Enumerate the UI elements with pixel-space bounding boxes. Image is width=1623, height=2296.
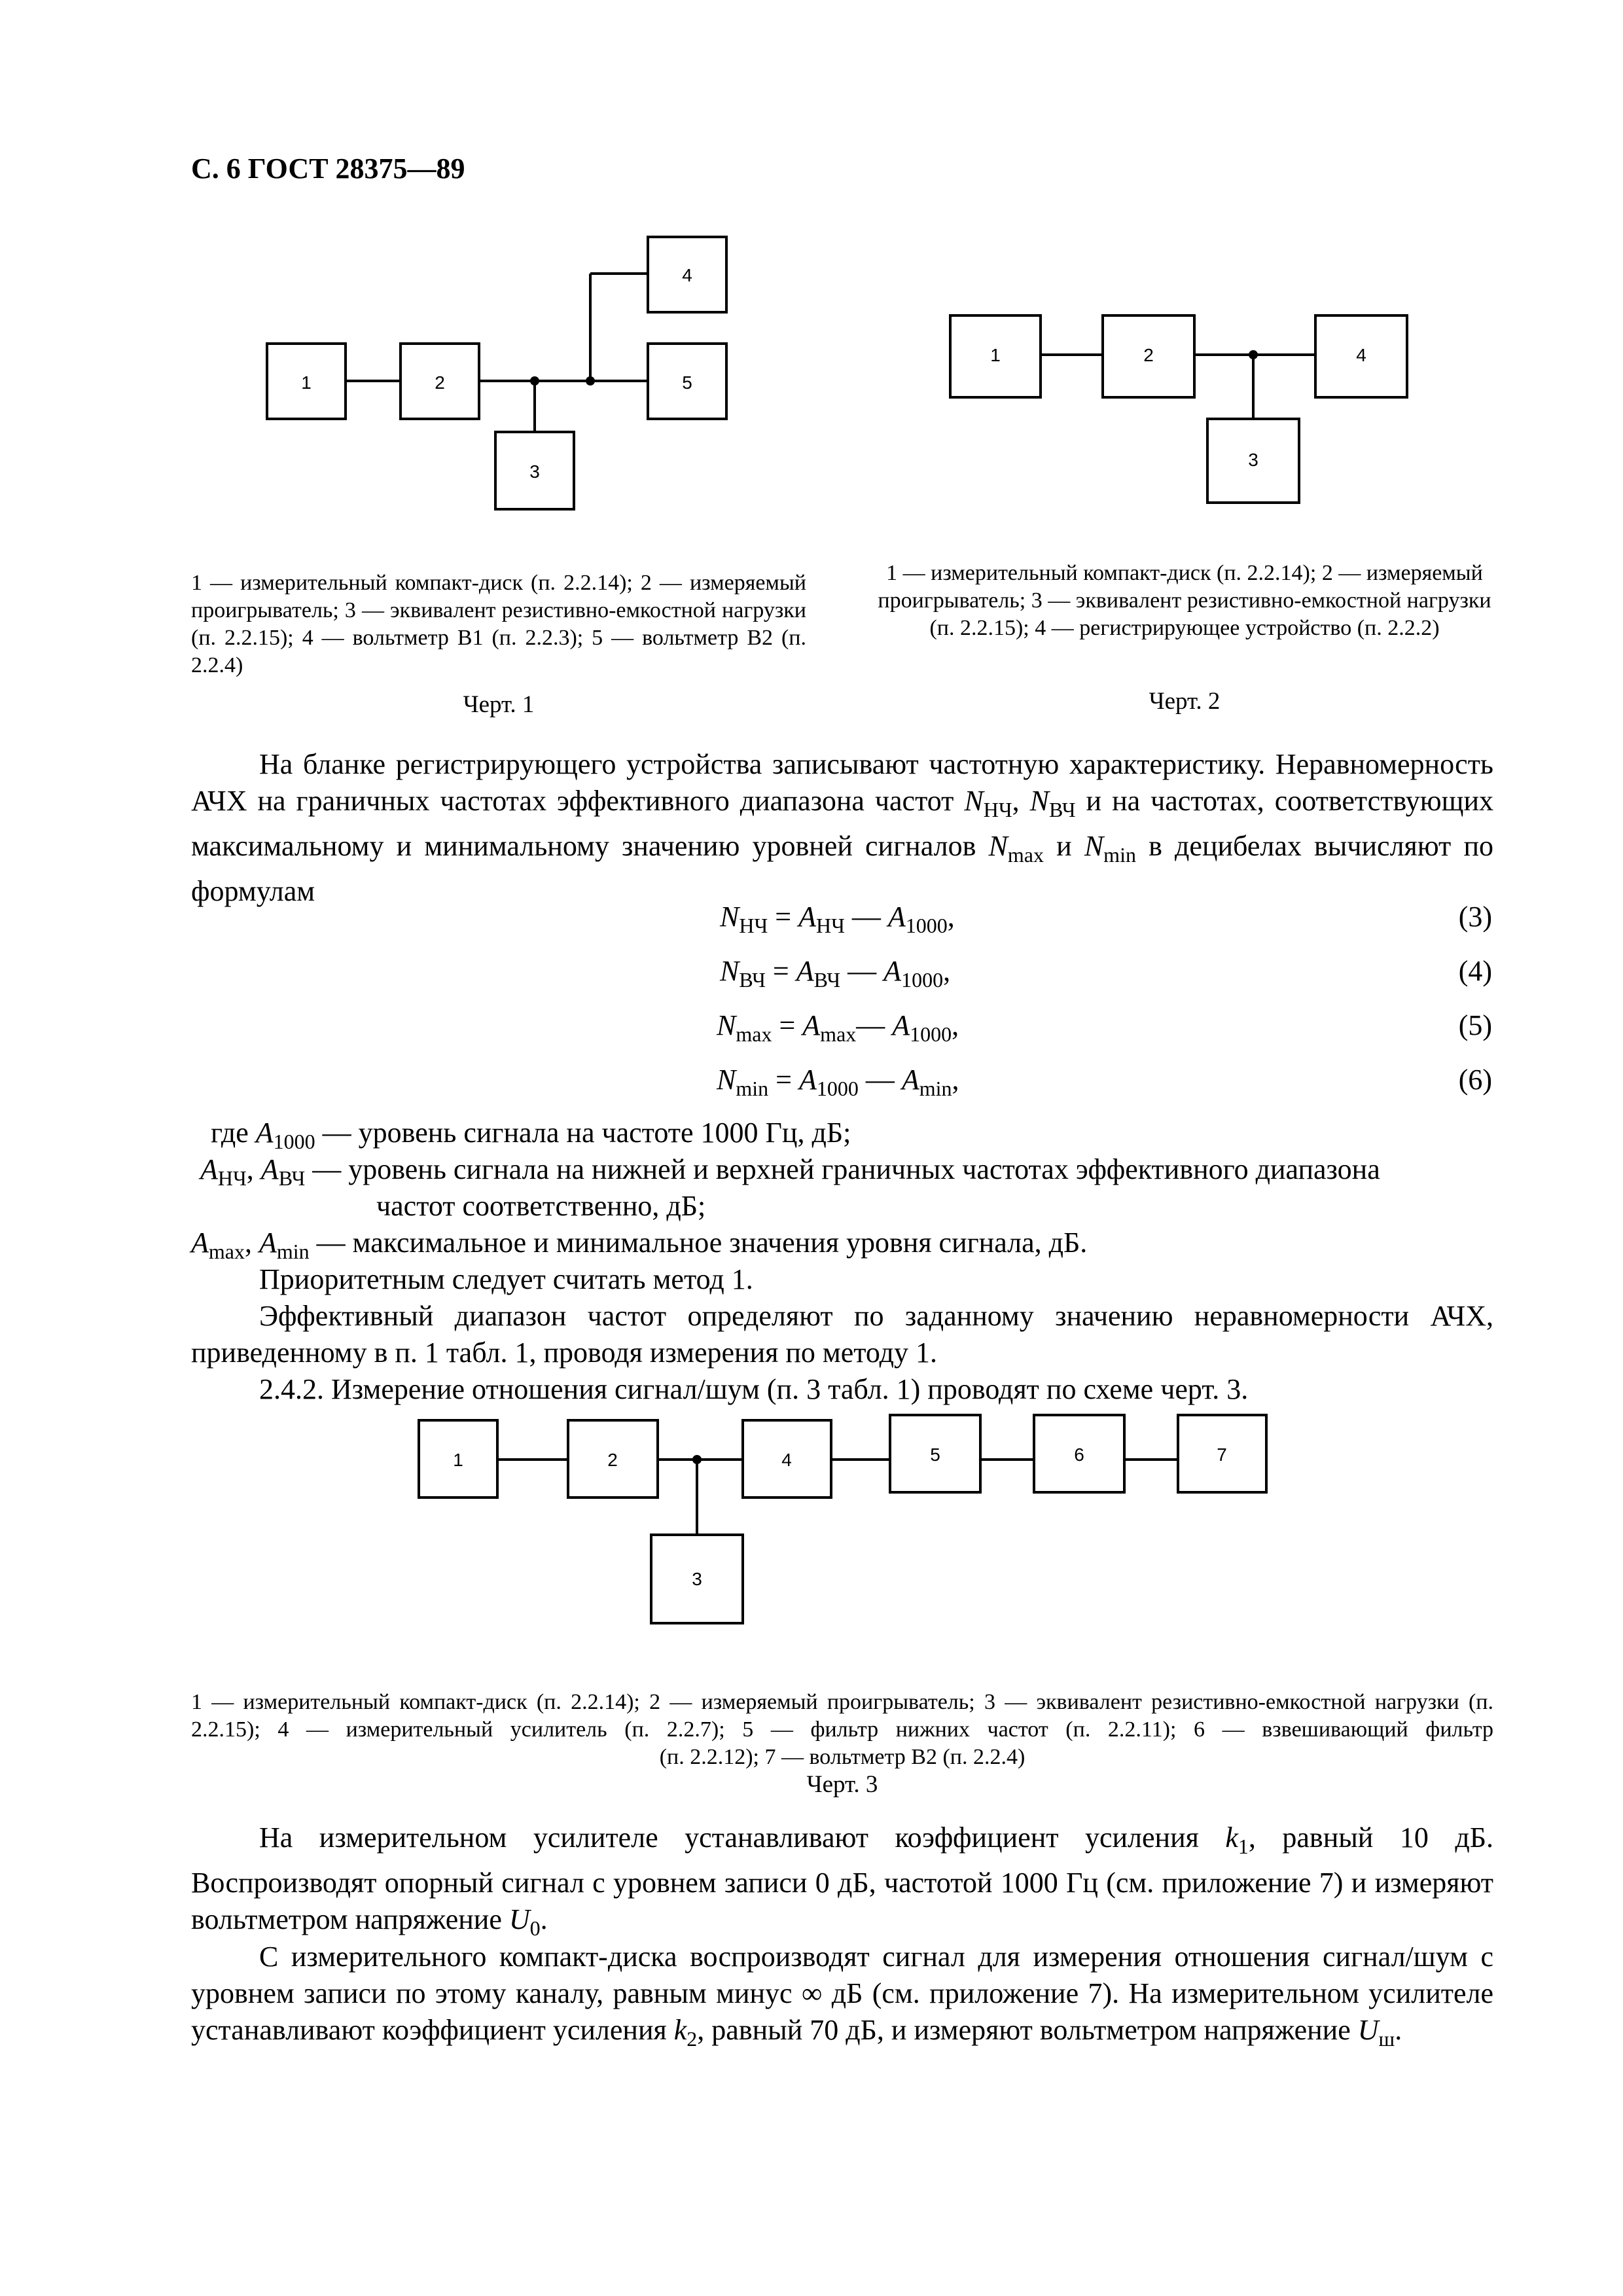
block-box <box>1315 315 1407 397</box>
formula-4: $N_{ВЧ} = A_{ВЧ}$ — $A_{1000}$, <box>720 955 951 992</box>
block-number: 2 <box>1143 345 1154 365</box>
figure-2-caption <box>877 560 1492 642</box>
block-box <box>743 1420 831 1498</box>
block-number: 4 <box>781 1450 792 1470</box>
block-box <box>651 1535 743 1623</box>
block-number: 2 <box>607 1450 618 1470</box>
block-number: 4 <box>682 265 692 285</box>
figure-3-caption-line-1: 1 — измерительный компакт-диск (п. 2.2.14); 2 — измеряемый проигрыватель; 3 — эквивалент резистивно-емкостной нагрузки (п. 2.2.15); 4 — измерительный усилитель (п. 2.2.7); 5 — фильтр нижних частот (п. 2.2.11); 6 — взвешивающий фильтр <box>191 1690 1493 1742</box>
figure-1-label: Черт. 1 <box>463 691 535 718</box>
formula-5: $N_{max}$ = $A_{max}—$ $A_{1000}$, <box>717 1009 959 1046</box>
block-box <box>648 237 726 312</box>
figure-3-caption <box>191 1689 1493 1771</box>
formula-4-number: (4) <box>1458 955 1492 987</box>
figure-1-diagram <box>262 229 759 530</box>
formula-3: $N_{НЧ} = A_{НЧ}$ — $A_{1000}$, <box>720 901 955 937</box>
block-number: 4 <box>1356 345 1366 365</box>
junction-dot <box>530 376 539 386</box>
paragraph-signal-noise: С измерительного компакт-диска воспроизводят сигнал для измерения отношения сигнал/шум с уровнем записи по этому каналу, равным минус ∞ дБ (см. приложение 7). На измерительном усилителе устанавливают коэффициент усиления $k_2$, равный 70 дБ, и измеряют вольтметром напряжение $U_ш$. <box>191 1941 1493 2051</box>
figure-3-diagram <box>412 1407 1289 1656</box>
block-number: 5 <box>930 1444 940 1465</box>
block-number: 3 <box>692 1569 702 1589</box>
block-box <box>267 344 346 419</box>
block-box <box>568 1420 658 1498</box>
block-number: 3 <box>1248 450 1258 470</box>
block-number: 2 <box>435 372 445 393</box>
block-box <box>648 344 726 419</box>
block-box <box>419 1420 497 1498</box>
where-line-3: $A_{max}$, $A_{min}$ — максимальное и минимальное значения уровня сигнала, дБ. <box>191 1227 1088 1263</box>
block-box <box>401 344 479 419</box>
block-number: 5 <box>682 372 692 393</box>
figure-1-caption <box>191 569 806 679</box>
formula-6-number: (6) <box>1458 1064 1492 1096</box>
formula-5-number: (5) <box>1458 1009 1492 1041</box>
block-number: 1 <box>453 1450 463 1470</box>
block-number: 7 <box>1217 1444 1227 1465</box>
figure-3-caption-line-2: (п. 2.2.12); 7 — вольтметр В2 (п. 2.2.4) <box>659 1745 1026 1769</box>
formula-3-number: (3) <box>1458 901 1492 933</box>
block-number: 6 <box>1074 1444 1084 1465</box>
block-box <box>495 432 574 509</box>
paragraph-frequency-response: На бланке регистрирующего устройства записывают частотную характеристику. Неравномерность АЧХ на граничных частотах эффективного диапазона частот $N_{НЧ}$, $N_{ВЧ}$ и на частотах, соответствующих максимальному и минимальному значению уровней сигналов $N_{max}$ и $N_{min}$ в децибелах вычисляют по формулам <box>191 748 1494 907</box>
where-line-2: $A_{НЧ}$, $A_{ВЧ}$ — уровень сигнала на нижней и верхней граничных частотах эффективного диапазона <box>200 1153 1380 1190</box>
junction-dot <box>692 1455 702 1464</box>
page-header: С. 6 ГОСТ 28375—89 <box>191 152 465 185</box>
figure-2-caption-text: 1 — измерительный компакт-диск (п. 2.2.14); 2 — измеряемый проигрыватель; 3 — эквивалент резистивно-емкостной нагрузки (п. 2.2.15); 4 — регистрирующее устройство (п. 2.2.2) <box>878 561 1491 640</box>
block-box <box>1103 315 1194 397</box>
block-number: 3 <box>529 461 540 482</box>
where-line-2b: частот соответственно, дБ; <box>376 1190 706 1222</box>
block-box <box>1178 1415 1266 1492</box>
where-line-1: где $A_{1000}$ — уровень сигнала на частоте 1000 Гц, дБ; <box>211 1117 851 1153</box>
block-box <box>1034 1415 1124 1492</box>
block-box <box>950 315 1041 397</box>
block-box <box>890 1415 980 1492</box>
formula-6: $N_{min} = A_{1000}$ — $A_{min}$, <box>717 1064 959 1100</box>
paragraph-priority: Приоритетным следует считать метод 1. <box>259 1263 753 1295</box>
figure-3-label: Черт. 3 <box>806 1771 878 1798</box>
figure-2-label: Черт. 2 <box>1149 688 1221 715</box>
junction-dot <box>1249 350 1258 359</box>
block-number: 1 <box>990 345 1001 365</box>
figure-2-diagram <box>949 308 1420 517</box>
figure-1-caption-text: 1 — измерительный компакт-диск (п. 2.2.14); 2 — измеряемый проигрыватель; 3 — эквивалент резистивно-емкостной нагрузки (п. 2.2.15); 4 — вольтметр В1 (п. 2.2.3); 5 — вольтметр В2 (п. 2.2.4) <box>191 571 806 677</box>
paragraph-amplifier-k1: На измерительном усилителе устанавливают коэффициент усиления $k_1$, равный 10 дБ. Воспроизводят опорный сигнал с уровнем записи 0 дБ, частотой 1000 Гц (см. приложение 7) и измеряют вольтметром напряжение $U_0$. <box>191 1821 1493 1940</box>
paragraph-effective-range: Эффективный диапазон частот определяют по заданному значению неравномерности АЧХ, приведенному в п. 1 табл. 1, проводя измерения по методу 1. <box>191 1300 1493 1369</box>
block-number: 1 <box>301 372 312 393</box>
block-box <box>1207 419 1299 503</box>
junction-dot <box>586 376 595 386</box>
paragraph-2-4-2: 2.4.2. Измерение отношения сигнал/шум (п. 3 табл. 1) проводят по схеме черт. 3. <box>259 1373 1249 1405</box>
